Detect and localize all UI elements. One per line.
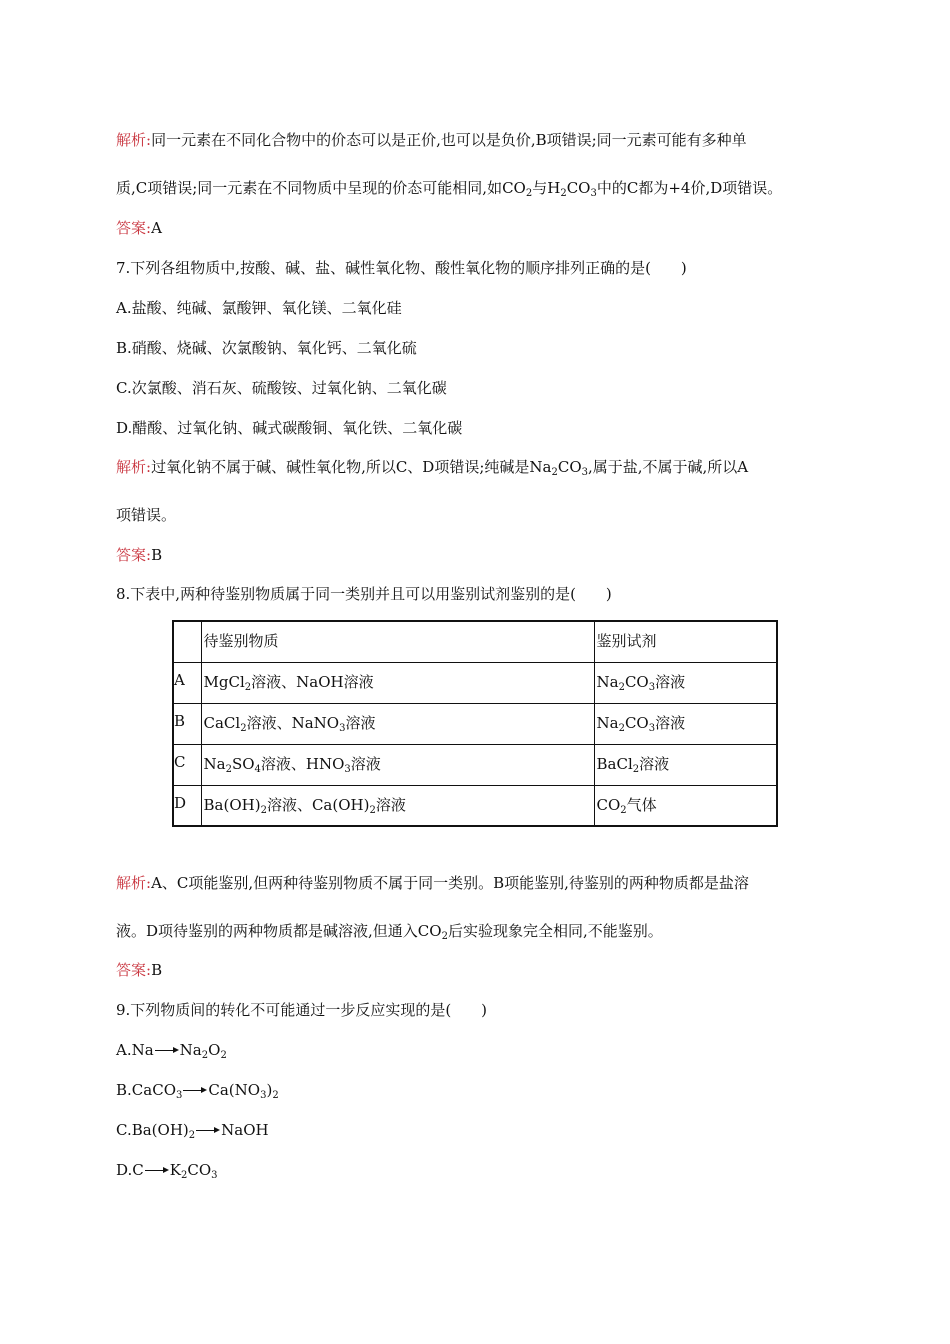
reagent-cell: $CO_2$气体 xyxy=(594,785,777,826)
table-header-cell: 待鉴别物质 xyxy=(201,621,594,662)
q8-answer xyxy=(116,960,162,980)
answer-value: A xyxy=(151,219,162,237)
right-arrow-icon xyxy=(155,1046,179,1056)
q8-stem: 8.下表中,两种待鉴别物质属于同一类别并且可以用鉴别试剂鉴别的是( ) xyxy=(116,585,612,603)
q7-stem: 7.下列各组物质中,按酸、碱、盐、碱性氧化物、酸性氧化物的顺序排列正确的是( ) xyxy=(116,259,687,277)
right-arrow-icon xyxy=(145,1166,169,1176)
row-label: B xyxy=(173,703,201,744)
q6-analysis-line2: 质,C项错误;同一元素在不同物质中呈现的价态可能相同,如$CO_2$与$H_2CO_3$中的C都为+4价,D项错误。 xyxy=(116,179,783,199)
q9-stem: 9.下列物质间的转化不可能通过一步反应实现的是( ) xyxy=(116,1001,488,1019)
substances-cell: CaCl$_2$溶液、NaNO$_3$溶液 xyxy=(201,703,594,744)
q7-analysis-line1: 解析:过氧化钠不属于碱、碱性氧化物,所以C、D项错误;纯碱是$Na_2CO_3$,属于盐,不属于碱,所以A xyxy=(116,458,749,478)
right-arrow-icon xyxy=(183,1086,207,1096)
reagent-cell: $Na_2CO_3$溶液 xyxy=(594,703,777,744)
q7-option-d: D.醋酸、过氧化钠、碱式碳酸铜、氧化铁、二氧化碳 xyxy=(116,419,463,437)
answer-value: B xyxy=(151,546,163,564)
q7-option-a: A.盐酸、纯碱、氯酸钾、氧化镁、二氧化硅 xyxy=(116,299,402,317)
table-row xyxy=(173,703,777,744)
table-header-cell: 鉴别试剂 xyxy=(594,621,777,662)
q7-analysis-line2: 项错误。 xyxy=(116,506,177,524)
q7-option-b: B.硝酸、烧碱、次氯酸钠、氧化钙、二氧化硫 xyxy=(116,339,417,357)
q9-option-a: A.Na $Na_2O_2$ xyxy=(116,1041,227,1061)
reagent-cell: BaCl$_2$溶液 xyxy=(594,744,777,785)
q8-table xyxy=(172,620,778,827)
q6-answer xyxy=(116,218,162,238)
q9-option-d: D.C $K_2CO_3$ xyxy=(116,1161,218,1181)
analysis-label: 解析: xyxy=(116,131,152,149)
q7-option-c: C.次氯酸、消石灰、硫酸铵、过氧化钠、二氧化碳 xyxy=(116,379,447,397)
q7-answer xyxy=(116,545,162,565)
table-header-cell xyxy=(173,621,201,662)
row-label: D xyxy=(173,785,201,826)
table-row xyxy=(173,785,777,826)
answer-label: 答案: xyxy=(116,219,152,237)
answer-label: 答案: xyxy=(116,546,152,564)
right-arrow-icon xyxy=(196,1126,220,1136)
q9-option-b: B.CaCO$_3$ $Ca(NO_3)_2$ xyxy=(116,1081,279,1101)
q8-analysis-line2: 液。D项待鉴别的两种物质都是碱溶液,但通入$CO_2$后实验现象完全相同,不能鉴别。 xyxy=(116,922,663,942)
table-row xyxy=(173,662,777,703)
q6-analysis-line1: 解析:同一元素在不同化合物中的价态可以是正价,也可以是负价,B项错误;同一元素可能有多种单 xyxy=(116,131,747,149)
substances-cell: $Na_2SO_4$溶液、$HNO_3$溶液 xyxy=(201,744,594,785)
substances-cell: MgCl$_2$溶液、NaOH溶液 xyxy=(201,662,594,703)
answer-label: 答案: xyxy=(116,961,152,979)
q9-option-c: $C.Ba(OH)_2$ NaOH xyxy=(116,1121,269,1141)
table-row xyxy=(173,744,777,785)
answer-value: B xyxy=(151,961,163,979)
analysis-label: 解析: xyxy=(116,874,152,892)
row-label: A xyxy=(173,662,201,703)
analysis-label: 解析: xyxy=(116,458,152,476)
substances-cell: $Ba(OH)_2$溶液、$Ca(OH)_2$溶液 xyxy=(201,785,594,826)
q8-analysis-line1: 解析:A、C项能鉴别,但两种待鉴别物质不属于同一类别。B项能鉴别,待鉴别的两种物质都是盐溶 xyxy=(116,874,749,892)
table-header-row xyxy=(173,621,777,662)
reagent-cell: $Na_2CO_3$溶液 xyxy=(594,662,777,703)
row-label: C xyxy=(173,744,201,785)
